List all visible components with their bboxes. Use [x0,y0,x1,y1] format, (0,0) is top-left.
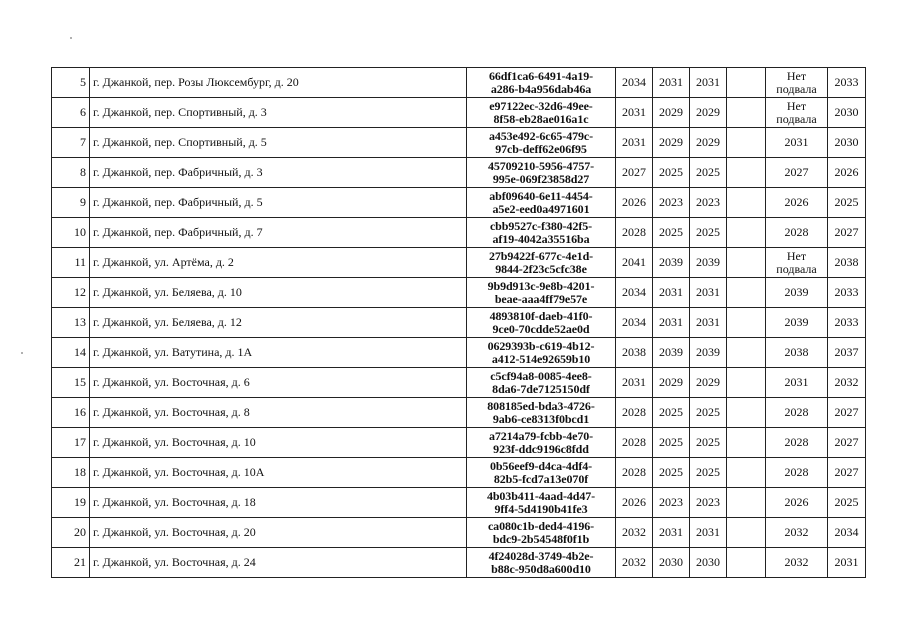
year-cell: 2029 [690,368,727,398]
year-cell: 2029 [653,368,690,398]
row-number: 15 [52,368,90,398]
house-id-part: 66df1ca6-6491-4a19- [488,68,594,83]
blank-cell [727,458,766,488]
house-id-cell [467,188,616,218]
house-id-part: 27b9422f-677c-4e1d- [488,248,594,263]
year-cell: 2033 [828,308,866,338]
house-id-cell [467,248,616,278]
year-cell: 2031 [690,308,727,338]
table-row [52,248,866,278]
basement-year-cell: 2027 [766,158,828,188]
year-cell: 2027 [616,158,653,188]
house-id-cell [467,158,616,188]
address-cell: г. Джанкой, пер. Фабричный, д. 3 [90,158,467,188]
basement-year-cell: 2031 [766,128,828,158]
house-id-part: 9ce0-70cdde52ae0d [492,321,590,336]
row-number: 5 [52,68,90,98]
year-cell: 2038 [828,248,866,278]
year-cell: 2029 [690,98,727,128]
basement-year-cell: 2026 [766,188,828,218]
year-cell: 2031 [616,98,653,128]
house-id-part: 808185ed-bda3-4726- [487,398,595,413]
year-cell: 2023 [690,188,727,218]
table-row [52,398,866,428]
address-cell: г. Джанкой, ул. Артёма, д. 2 [90,248,467,278]
table-row [52,338,866,368]
year-cell: 2023 [653,488,690,518]
blank-cell [727,128,766,158]
year-cell: 2032 [616,518,653,548]
year-cell: 2025 [653,458,690,488]
row-number: 13 [52,308,90,338]
basement-year-cell: Нет подвала [766,68,828,98]
house-id-cell [467,428,616,458]
year-cell: 2031 [690,518,727,548]
house-id-cell [467,278,616,308]
house-id-part: 923f-ddc9196c8fdd [493,441,589,456]
house-id-part: 4893810f-daeb-41f0- [489,308,593,323]
house-id-cell [467,98,616,128]
row-number: 12 [52,278,90,308]
year-cell: 2031 [653,308,690,338]
year-cell: 2028 [616,428,653,458]
year-cell: 2034 [616,68,653,98]
row-number: 7 [52,128,90,158]
address-cell: г. Джанкой, пер. Фабричный, д. 7 [90,218,467,248]
address-cell: г. Джанкой, ул. Восточная, д. 24 [90,548,467,578]
address-cell: г. Джанкой, пер. Фабричный, д. 5 [90,188,467,218]
year-cell: 2030 [828,128,866,158]
table-row [52,458,866,488]
year-cell: 2034 [616,308,653,338]
address-cell: г. Джанкой, ул. Восточная, д. 10 [90,428,467,458]
blank-cell [727,488,766,518]
table-row [52,128,866,158]
blank-cell [727,248,766,278]
basement-year-cell: 2028 [766,218,828,248]
year-cell: 2038 [616,338,653,368]
address-cell: г. Джанкой, ул. Беляева, д. 10 [90,278,467,308]
table-row [52,368,866,398]
house-id-cell [467,338,616,368]
house-id-cell [467,128,616,158]
blank-cell [727,68,766,98]
year-cell: 2034 [828,518,866,548]
house-id-part: 9844-2f23c5cfc38e [495,261,587,276]
year-cell: 2025 [653,428,690,458]
blank-cell [727,398,766,428]
house-id-part: 9ab6-ce8313f0bcd1 [492,411,590,426]
address-cell: г. Джанкой, пер. Спортивный, д. 3 [90,98,467,128]
year-cell: 2027 [828,398,866,428]
year-cell: 2033 [828,68,866,98]
year-cell: 2031 [653,518,690,548]
year-cell: 2025 [690,428,727,458]
address-cell: г. Джанкой, ул. Восточная, д. 6 [90,368,467,398]
table-row [52,308,866,338]
year-cell: 2039 [653,248,690,278]
year-cell: 2025 [653,158,690,188]
year-cell: 2027 [828,428,866,458]
address-cell: г. Джанкой, ул. Ватутина, д. 1А [90,338,467,368]
year-cell: 2030 [690,548,727,578]
house-id-part: cbb9527c-f380-42f5- [489,218,593,233]
row-number: 9 [52,188,90,218]
year-cell: 2033 [828,278,866,308]
year-cell: 2034 [616,278,653,308]
basement-year-cell: 2028 [766,398,828,428]
year-cell: 2025 [690,398,727,428]
house-id-part: b88c-950d8a600d10 [491,561,591,576]
year-cell: 2030 [653,548,690,578]
house-id-cell [467,68,616,98]
blank-cell [727,338,766,368]
house-id-cell [467,488,616,518]
house-id-part: abf09640-6e11-4454- [489,188,593,203]
year-cell: 2032 [828,368,866,398]
table-row [52,188,866,218]
row-number: 19 [52,488,90,518]
table-row [52,68,866,98]
year-cell: 2029 [690,128,727,158]
year-cell: 2028 [616,458,653,488]
basement-year-cell: 2028 [766,428,828,458]
table-row [52,218,866,248]
table-row [52,428,866,458]
basement-year-cell: 2031 [766,368,828,398]
address-cell: г. Джанкой, ул. Восточная, д. 8 [90,398,467,428]
row-number: 6 [52,98,90,128]
row-number: 8 [52,158,90,188]
year-cell: 2037 [828,338,866,368]
table-row [52,488,866,518]
row-number: 16 [52,398,90,428]
basement-year-cell: 2028 [766,458,828,488]
year-cell: 2025 [653,218,690,248]
house-id-part: af19-4042a35516ba [492,231,590,246]
house-id-part: bdc9-2b54548f0f1b [492,531,590,546]
house-id-part: c5cf94a8-0085-4ee8- [490,368,592,383]
year-cell: 2031 [653,278,690,308]
year-cell: 2030 [828,98,866,128]
basement-year-cell: Нет подвала [766,248,828,278]
house-id-part: a7214a79-fcbb-4e70- [488,428,594,443]
scan-speck [70,37,72,39]
table-row [52,278,866,308]
year-cell: 2031 [616,128,653,158]
year-cell: 2028 [616,398,653,428]
table-row [52,98,866,128]
row-number: 20 [52,518,90,548]
year-cell: 2025 [690,158,727,188]
blank-cell [727,98,766,128]
house-id-part: 995e-069f23858d27 [492,171,590,186]
blank-cell [727,158,766,188]
year-cell: 2026 [828,158,866,188]
row-number: 21 [52,548,90,578]
blank-cell [727,308,766,338]
row-number: 17 [52,428,90,458]
house-id-part: ca080c1b-ded4-4196- [487,518,595,533]
year-cell: 2032 [616,548,653,578]
house-id-cell [467,398,616,428]
address-cell: г. Джанкой, ул. Восточная, д. 18 [90,488,467,518]
house-id-part: 4b03b411-4aad-4d47- [486,488,596,503]
table-row [52,548,866,578]
house-id-part: 0629393b-c619-4b12- [487,338,595,353]
house-id-part: 8da6-7de7125150df [492,381,590,396]
year-cell: 2023 [690,488,727,518]
basement-year-cell: Нет подвала [766,98,828,128]
house-id-part: 82b5-fcd7a13e070f [493,471,589,486]
year-cell: 2028 [616,218,653,248]
blank-cell [727,278,766,308]
house-id-cell [467,368,616,398]
house-id-cell [467,308,616,338]
blank-cell [727,218,766,248]
house-id-part: a5e2-eed0a4971601 [492,201,590,216]
year-cell: 2025 [690,218,727,248]
year-cell: 2031 [828,548,866,578]
year-cell: 2025 [828,488,866,518]
basement-year-cell: 2039 [766,278,828,308]
blank-cell [727,368,766,398]
house-id-part: 97cb-deff62e06f95 [495,141,587,156]
address-cell: г. Джанкой, пер. Спортивный, д. 5 [90,128,467,158]
blank-cell [727,428,766,458]
year-cell: 2029 [653,98,690,128]
basement-year-cell: 2032 [766,548,828,578]
house-id-cell [467,458,616,488]
table-row [52,158,866,188]
year-cell: 2025 [653,398,690,428]
house-id-cell [467,548,616,578]
house-id-part: a453e492-6c65-479c- [488,128,594,143]
year-cell: 2025 [690,458,727,488]
house-id-part: 9ff4-5d4190b41fe3 [494,501,588,516]
house-id-part: beae-aaa4ff79e57e [494,291,588,306]
year-cell: 2031 [690,278,727,308]
year-cell: 2031 [653,68,690,98]
address-cell: г. Джанкой, пер. Розы Люксембург, д. 20 [90,68,467,98]
year-cell: 2023 [653,188,690,218]
row-number: 14 [52,338,90,368]
house-id-part: e97122ec-32d6-49ee- [489,98,593,113]
year-cell: 2026 [616,188,653,218]
house-id-part: a286-b4a956dab46a [490,81,592,96]
row-number: 10 [52,218,90,248]
row-number: 18 [52,458,90,488]
table-body [52,68,866,578]
house-id-cell [467,218,616,248]
year-cell: 2029 [653,128,690,158]
house-id-part: a412-514e92659b10 [491,351,591,366]
year-cell: 2027 [828,218,866,248]
blank-cell [727,518,766,548]
year-cell: 2026 [616,488,653,518]
year-cell: 2039 [653,338,690,368]
housing-registry-table [51,67,866,578]
house-id-part: 0b56eef9-d4ca-4df4- [489,458,593,473]
year-cell: 2031 [616,368,653,398]
house-id-part: 45709210-5956-4757- [487,158,595,173]
address-cell: г. Джанкой, ул. Восточная, д. 20 [90,518,467,548]
year-cell: 2041 [616,248,653,278]
blank-cell [727,188,766,218]
year-cell: 2039 [690,248,727,278]
basement-year-cell: 2032 [766,518,828,548]
basement-year-cell: 2039 [766,308,828,338]
house-id-part: 9b9d913c-9e8b-4201- [487,278,595,293]
house-id-part: 4f24028d-3749-4b2e- [488,548,594,563]
house-id-part: 8f58-eb28ae016a1c [493,111,589,126]
scan-speck [21,352,23,354]
house-id-cell [467,518,616,548]
basement-year-cell: 2026 [766,488,828,518]
row-number: 11 [52,248,90,278]
year-cell: 2027 [828,458,866,488]
blank-cell [727,548,766,578]
year-cell: 2025 [828,188,866,218]
basement-year-cell: 2038 [766,338,828,368]
address-cell: г. Джанкой, ул. Восточная, д. 10А [90,458,467,488]
year-cell: 2031 [690,68,727,98]
address-cell: г. Джанкой, ул. Беляева, д. 12 [90,308,467,338]
table-row [52,518,866,548]
year-cell: 2039 [690,338,727,368]
